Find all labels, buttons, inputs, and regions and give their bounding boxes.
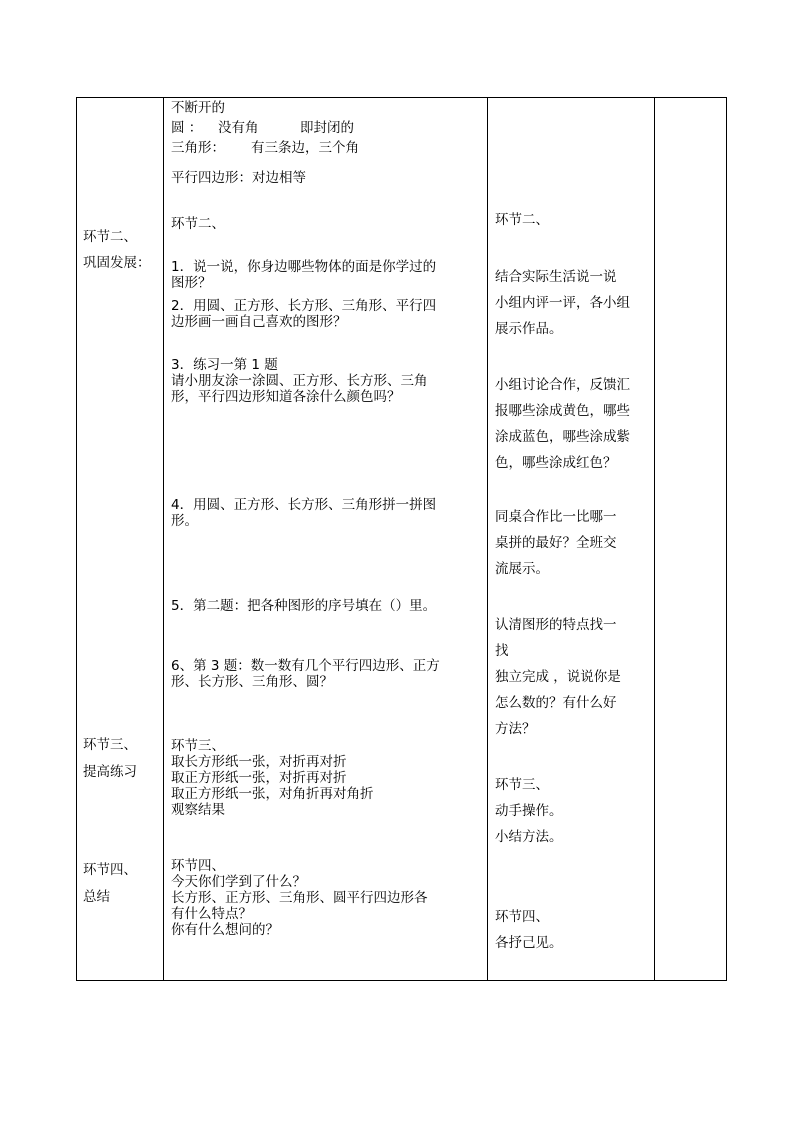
col2-question-4: 4．用圆、正方形、长方形、三角形拼一拼图 形。 (171, 497, 437, 529)
col3-activity-3: 小组讨论合作，反馈汇 报哪些涂成黄色，哪些 涂成蓝色，哪些涂成紫 色，哪些涂成红色？ (495, 377, 630, 471)
column-divider-3 (654, 98, 655, 980)
col3-stage2-title: 环节二、 (495, 212, 549, 228)
column-divider-2 (487, 98, 488, 980)
col1-stage3-line1: 环节三、 (83, 737, 137, 753)
col2-parallelogram: 平行四边形：对边相等 (171, 170, 306, 186)
col3-stage4: 环节四、 各抒己见。 (495, 909, 563, 951)
col2-circle-label: 圆 ： (171, 120, 203, 136)
col1-stage2-line1: 环节二、 (83, 229, 137, 245)
col3-activity-4: 同桌合作比一比哪一 桌拼的最好？全班交 流展示。 (495, 509, 617, 577)
col2-stage3: 环节三、 取长方形纸一张，对折再对折 取正方形纸一张，对折再对折 取正方形纸一张，对角折再对角折 观察结果 (171, 738, 374, 818)
col2-circle-feature2: 即封闭的 (300, 120, 354, 136)
col2-question-1: 1．说一说，你身边哪些物体的面是你学过的 图形？ (171, 259, 437, 291)
col3-activity-5: 认清图形的特点找一 找 独立完成 ，说说你是 怎么数的？有什么好 方法？ (495, 617, 621, 737)
col2-triangle-label: 三角形： (171, 140, 225, 156)
col2-question-5: 5．第二题：把各种图形的序号填在（）里。 (171, 598, 437, 614)
col2-question-2: 2．用圆、正方形、长方形、三角形、平行四 边形画一画自己喜欢的图形？ (171, 298, 437, 330)
col1-stage4-line1: 环节四、 (83, 862, 137, 878)
col2-stage2-title: 环节二、 (171, 216, 225, 232)
col1-stage4-line2: 总结 (83, 889, 110, 905)
col2-intro-line: 不断开的 (171, 100, 225, 116)
col1-stage2-line2: 巩固发展： (83, 255, 151, 271)
col1-stage3-line2: 提高练习 (83, 764, 137, 780)
col2-triangle-feature: 有三条边，三个角 (251, 140, 359, 156)
col2-circle-feature1: 没有角 (218, 120, 259, 136)
col3-activity-1: 结合实际生活说一说 小组内评一评，各小组 展示作品。 (495, 269, 630, 337)
col2-question-6: 6、第 3 题：数一数有几个平行四边形、正方 形、长方形、三角形、圆？ (171, 658, 440, 690)
column-divider-1 (163, 98, 164, 980)
col2-question-3: 3．练习一第 1 题 请小朋友涂一涂圆、正方形、长方形、三角 形，平行四边形知道各涂什么颜色吗？ (171, 357, 428, 405)
col2-stage4: 环节四、 今天你们学到了什么？ 长方形、正方形、三角形、圆平行四边形各 有什么特点？ 你有什么想问的？ (171, 858, 428, 938)
col3-stage3: 环节三、 动手操作。 小结方法。 (495, 777, 563, 845)
